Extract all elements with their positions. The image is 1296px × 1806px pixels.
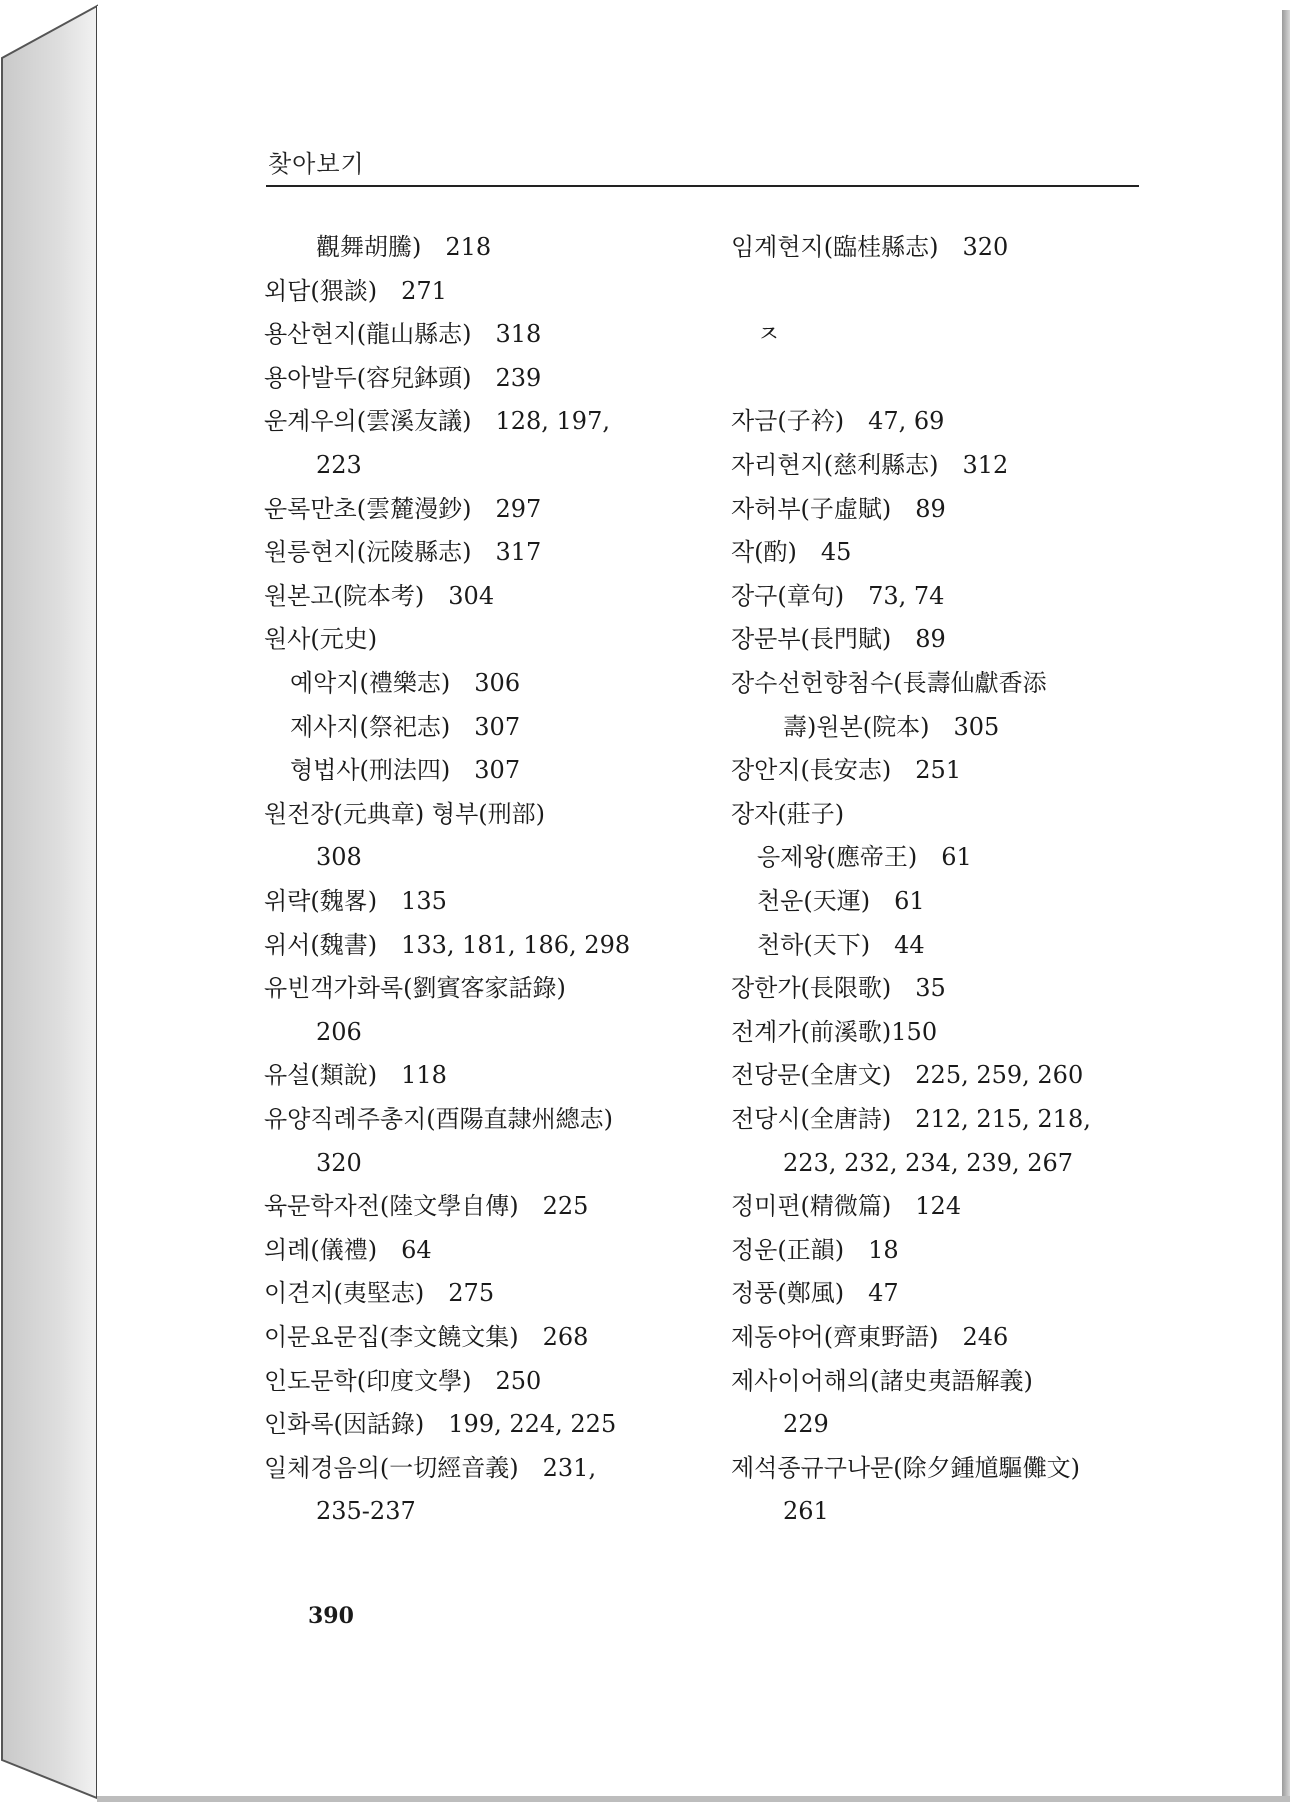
index-entry: 위서(魏書) 133, 181, 186, 298 <box>264 930 631 959</box>
index-entry: 자금(子衿) 47, 69 <box>731 407 945 436</box>
index-entry: 장한가(長限歌) 35 <box>731 974 946 1003</box>
index-entry: 자허부(子虛賦) 89 <box>731 494 946 523</box>
index-entry: 용아발두(容兒鉢頭) 239 <box>264 363 542 392</box>
header-rule <box>266 185 1139 187</box>
index-entry: 천운(天運) 61 <box>757 887 925 915</box>
index-entry: 320 <box>316 1148 362 1177</box>
index-entry: 정운(正韻) 18 <box>731 1235 899 1264</box>
index-entry: 제사지(祭祀志) 307 <box>290 712 521 741</box>
index-entry: 觀舞胡騰) 218 <box>316 233 492 261</box>
index-entry: 제동야어(齊東野語) 246 <box>731 1323 1009 1351</box>
index-entry: 외담(猥談) 271 <box>264 276 447 305</box>
index-entry: 308 <box>316 843 362 872</box>
index-entry: 인화록(因話錄) 199, 224, 225 <box>264 1410 617 1439</box>
index-entry: 유설(類說) 118 <box>264 1061 447 1090</box>
index-entry: 원본고(院本考) 304 <box>264 581 495 610</box>
index-entry: ㅈ <box>757 320 781 349</box>
index-entry: 전당시(全唐詩) 212, 215, 218, <box>731 1105 1091 1133</box>
index-entry: 이문요문집(李文饒文集) 268 <box>264 1323 589 1351</box>
index-entry: 장안지(長安志) 251 <box>731 756 962 785</box>
index-entry: 제사이어해의(諸史夷語解義) <box>731 1366 1033 1395</box>
index-entry: 의례(儀禮) 64 <box>264 1235 432 1264</box>
index-entry: 229 <box>783 1410 829 1439</box>
index-entry: 응제왕(應帝王) 61 <box>757 843 972 872</box>
index-entry: 壽)원본(院本) 305 <box>783 712 1000 741</box>
index-entry: 장구(章句) 73, 74 <box>731 581 945 610</box>
index-entry: 작(酌) 45 <box>731 538 852 567</box>
index-entry: 206 <box>316 1017 362 1046</box>
index-entry: 유빈객가화록(劉賓客家話錄) <box>264 974 566 1003</box>
index-entry: 전당문(全唐文) 225, 259, 260 <box>731 1061 1084 1090</box>
index-entry: 유양직례주총지(酉陽直隷州總志) <box>264 1105 614 1133</box>
index-entry: 육문학자전(陸文學自傳) 225 <box>264 1192 589 1221</box>
index-entry: 원전장(元典章) 형부(刑部) <box>264 799 546 828</box>
index-entry: 위략(魏畧) 135 <box>264 887 447 915</box>
index-entry: 운계우의(雲溪友議) 128, 197, <box>264 407 610 436</box>
index-entry: 임계현지(臨桂縣志) 320 <box>731 233 1009 261</box>
index-entry: 223, 232, 234, 239, 267 <box>783 1148 1074 1177</box>
index-entry: 형법사(刑法四) 307 <box>290 756 521 785</box>
index-entry: 운록만초(雲麓漫鈔) 297 <box>264 494 542 523</box>
index-entry: 원사(元史) <box>264 625 378 654</box>
index-entry: 천하(天下) 44 <box>757 930 925 959</box>
index-entry: 인도문학(印度文學) 250 <box>264 1366 542 1395</box>
index-entry: 원릉현지(沅陵縣志) 317 <box>264 538 542 567</box>
index-entry: 정풍(鄭風) 47 <box>731 1279 899 1308</box>
index-entry: 223 <box>316 451 362 479</box>
running-head: 찾아보기 <box>268 150 365 178</box>
index-entry: 이견지(夷堅志) 275 <box>264 1279 495 1308</box>
index-entry: 정미편(精微篇) 124 <box>731 1192 962 1221</box>
index-entry: 235-237 <box>316 1497 416 1526</box>
index-entry: 장문부(長門賦) 89 <box>731 625 946 654</box>
index-entry: 제석종규구나문(除夕鍾馗驅儺文) <box>731 1453 1081 1482</box>
index-entry: 장자(莊子) <box>731 799 845 828</box>
index-entry: 예악지(禮樂志) 306 <box>290 669 521 697</box>
index-entry: 용산현지(龍山縣志) 318 <box>264 320 542 349</box>
index-entry: 장수선헌향첨수(長壽仙獻香添 <box>731 669 1047 697</box>
index-entry: 일체경음의(一切經音義) 231, <box>264 1453 597 1482</box>
page-number: 390 <box>308 1603 354 1629</box>
index-entry: 전계가(前溪歌)150 <box>731 1017 938 1046</box>
index-entry: 261 <box>783 1497 829 1526</box>
index-entry: 자리현지(慈利縣志) 312 <box>731 451 1009 479</box>
